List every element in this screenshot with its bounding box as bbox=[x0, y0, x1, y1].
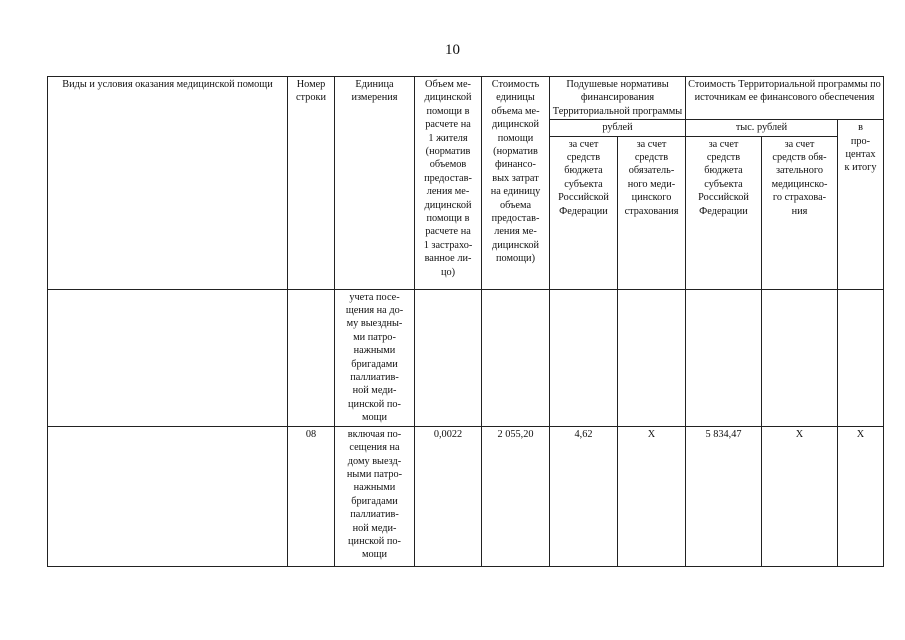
header-type: Виды и условия оказания медицинской помощи bbox=[48, 77, 288, 290]
text-line: помощи) bbox=[496, 253, 535, 265]
row-pc-oms bbox=[618, 289, 686, 426]
text-line: Федерации bbox=[559, 205, 608, 217]
text-line: нажными bbox=[353, 482, 396, 494]
header-cost-percent bbox=[838, 120, 884, 289]
text-line: зательного bbox=[775, 165, 824, 177]
header-program-cost: Стоимость Территориальной программы по источникам ее финансового обеспечения bbox=[686, 77, 884, 120]
text-line: Объем ме- bbox=[425, 79, 471, 90]
text-line: (норматив bbox=[425, 146, 471, 158]
row-cost-unit: 2 055,20 bbox=[482, 426, 550, 566]
text-line: цинской по- bbox=[348, 398, 401, 410]
text-line: расчете на bbox=[425, 226, 471, 238]
text-line: бюджета bbox=[704, 165, 743, 177]
table-row bbox=[48, 289, 884, 426]
text-line: средств обя- bbox=[772, 152, 827, 164]
header-program-cost-unit: тыс. рублей bbox=[686, 120, 838, 136]
text-line: бригадами bbox=[351, 495, 398, 507]
text-line: объема ме- bbox=[491, 105, 540, 117]
text-line: обязатель- bbox=[628, 165, 675, 177]
text-line: предостав- bbox=[424, 172, 472, 184]
row-type bbox=[48, 426, 288, 566]
row-number: 08 bbox=[288, 426, 335, 566]
text-line: центах bbox=[845, 149, 876, 161]
text-line: на единицу bbox=[490, 186, 541, 198]
text-line: 1 застрахо- bbox=[423, 239, 473, 251]
text-line: цинского bbox=[631, 192, 672, 204]
text-line: ной меди- bbox=[352, 385, 397, 397]
text-line: субъекта bbox=[704, 178, 743, 190]
text-line: включая по- bbox=[347, 428, 402, 440]
text-line: ванное ли- bbox=[424, 253, 472, 265]
text-line: предостав- bbox=[491, 213, 540, 225]
header-volume bbox=[415, 77, 482, 290]
text-line: го страхова- bbox=[772, 192, 827, 204]
text-line: бригадами bbox=[351, 358, 398, 370]
text-line: средств bbox=[706, 152, 741, 164]
text-line: дицинской bbox=[424, 92, 472, 104]
row-volume: 0,0022 bbox=[415, 426, 482, 566]
header-pc-oms bbox=[618, 136, 686, 289]
text-line: ного меди- bbox=[627, 178, 676, 190]
text-line: помощи bbox=[497, 132, 534, 144]
row-cost-unit bbox=[482, 289, 550, 426]
text-line: дому выезд- bbox=[347, 455, 402, 467]
row-cost-percent bbox=[838, 289, 884, 426]
header-per-capita: Подушевые нормативы финансирования Территориальной программы bbox=[550, 77, 686, 120]
header-unit: Единица измерения bbox=[335, 77, 415, 290]
text-line: в bbox=[858, 122, 863, 134]
text-line: 1 жителя bbox=[428, 132, 468, 144]
row-cost-percent: X bbox=[838, 426, 884, 566]
text-line: расчете на bbox=[425, 119, 471, 131]
text-line: вых затрат bbox=[492, 172, 539, 184]
text-line: единицы bbox=[496, 92, 535, 104]
row-unit bbox=[335, 289, 415, 426]
text-line: помощи в bbox=[426, 105, 470, 117]
text-line: ления ме- bbox=[494, 226, 537, 238]
text-line: к итогу bbox=[844, 162, 877, 174]
text-line: за счет bbox=[708, 138, 739, 150]
row-cost-budget: 5 834,47 bbox=[686, 426, 762, 566]
text-line: помощи в bbox=[426, 213, 470, 225]
text-line: Федерации bbox=[699, 205, 748, 217]
text-line: цинской по- bbox=[348, 535, 401, 547]
text-line: ления ме- bbox=[426, 186, 470, 198]
row-type bbox=[48, 289, 288, 426]
text-line: цо) bbox=[440, 266, 456, 278]
text-line: ными патро- bbox=[346, 468, 403, 480]
text-line: страхования bbox=[624, 205, 679, 217]
text-line: дицинской bbox=[492, 239, 539, 251]
row-number bbox=[288, 289, 335, 426]
text-line: бюджета bbox=[564, 165, 603, 177]
text-line: сещения на bbox=[349, 442, 400, 454]
row-pc-budget bbox=[550, 289, 618, 426]
text-line: му выездны- bbox=[346, 318, 403, 330]
text-line: щения на до- bbox=[345, 305, 404, 317]
row-cost-oms: X bbox=[762, 426, 838, 566]
row-volume bbox=[415, 289, 482, 426]
table-row bbox=[48, 426, 884, 566]
text-line: (норматив bbox=[493, 146, 538, 158]
text-line: мощи bbox=[361, 549, 388, 561]
text-line: дицинской bbox=[492, 119, 539, 131]
header-per-capita-unit: рублей bbox=[550, 120, 686, 136]
text-line: дицинской bbox=[424, 199, 472, 211]
header-cost-budget bbox=[686, 136, 762, 289]
header-cost-oms bbox=[762, 136, 838, 289]
row-pc-budget: 4,62 bbox=[550, 426, 618, 566]
text-line: ной меди- bbox=[352, 522, 397, 534]
text-line: ми патро- bbox=[353, 331, 396, 343]
text-line: финансо- bbox=[495, 159, 536, 171]
text-line: объема bbox=[499, 199, 532, 211]
text-line: Российской bbox=[698, 192, 749, 204]
row-cost-oms bbox=[762, 289, 838, 426]
text-line: объемов bbox=[429, 159, 467, 171]
text-line: средств bbox=[634, 152, 669, 164]
text-line: учета посе- bbox=[349, 291, 400, 303]
text-line: медицинско- bbox=[771, 178, 828, 190]
text-line: Российской bbox=[558, 192, 609, 204]
text-line: мощи bbox=[361, 412, 388, 424]
text-line: субъекта bbox=[564, 178, 603, 190]
row-unit bbox=[335, 426, 415, 566]
text-line: за счет bbox=[568, 138, 599, 150]
page-number: 10 bbox=[445, 42, 460, 58]
text-line: нажными bbox=[353, 345, 396, 357]
text-line: средств bbox=[566, 152, 601, 164]
text-line: Стоимость bbox=[491, 79, 540, 90]
row-pc-oms: X bbox=[618, 426, 686, 566]
text-line: ния bbox=[791, 205, 808, 217]
text-line: за счет bbox=[636, 138, 667, 150]
text-line: паллиатив- bbox=[350, 509, 399, 521]
header-cost-unit bbox=[482, 77, 550, 290]
header-pc-budget bbox=[550, 136, 618, 289]
row-cost-budget bbox=[686, 289, 762, 426]
program-cost-table bbox=[47, 76, 884, 567]
text-line: за счет bbox=[784, 138, 815, 150]
text-line: паллиатив- bbox=[350, 372, 399, 384]
text-line: про- bbox=[850, 135, 871, 147]
header-row-number: Номер строки bbox=[288, 77, 335, 290]
